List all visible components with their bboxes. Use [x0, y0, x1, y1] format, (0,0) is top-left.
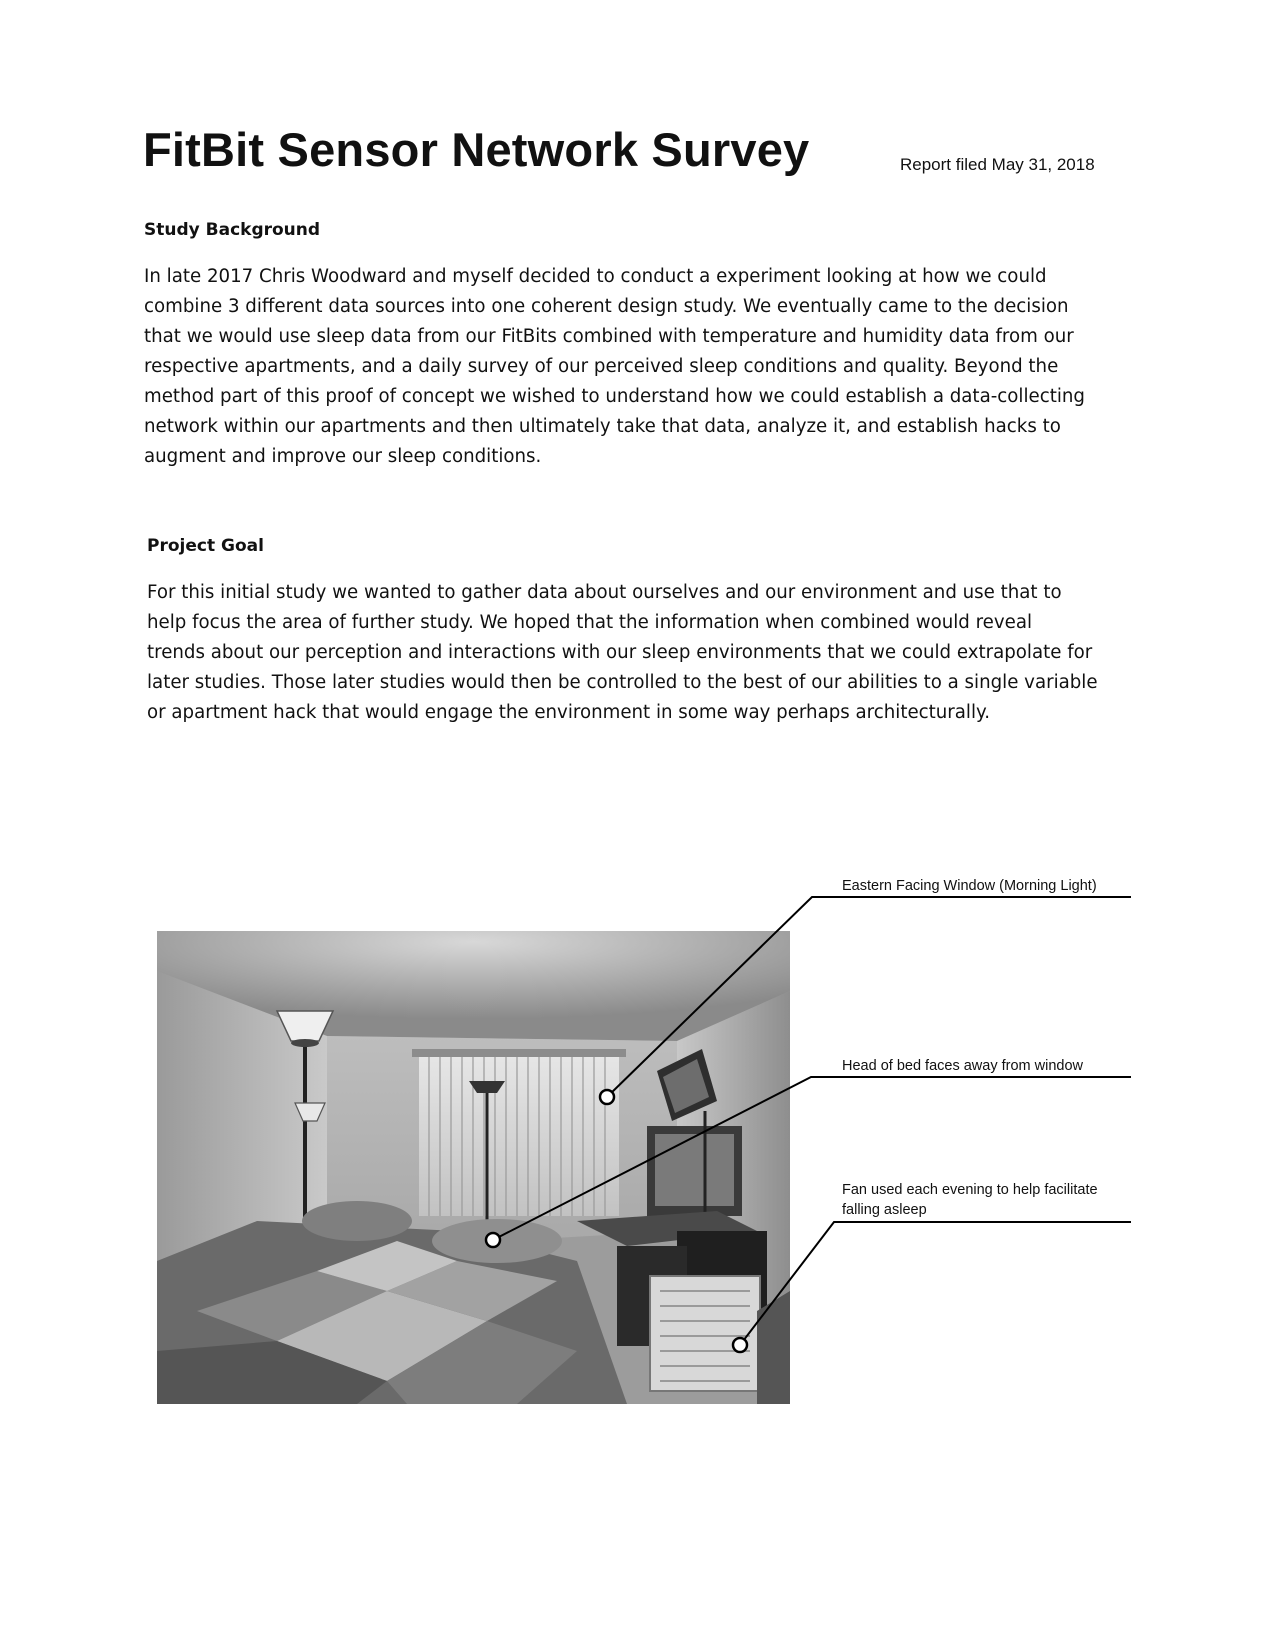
callout-text: Fan used each evening to help facilitate — [842, 1182, 1098, 1198]
paragraph-line: help focus the area of further study. We hoped that the information when combined would reveal — [147, 612, 1033, 633]
callout-window-label — [842, 876, 1097, 896]
paragraph-line: augment and improve our sleep conditions. — [144, 446, 542, 467]
page-title: FitBit Sensor Network Survey — [143, 123, 810, 176]
bedroom-photo-illustration — [157, 931, 790, 1404]
paragraph-line: combine 3 different data sources into one coherent design study. We eventually came to the decision — [144, 296, 1069, 317]
paragraph-line: In late 2017 Chris Woodward and myself decided to conduct a experiment looking at how we could — [144, 266, 1047, 287]
section-heading-study-background: Study Background — [144, 220, 321, 240]
callout-bed-label — [842, 1056, 1083, 1076]
paragraph-line: respective apartments, and a daily survey of our perceived sleep conditions and quality. Beyond the — [144, 356, 1059, 377]
project-goal-paragraph — [147, 578, 1137, 728]
paragraph-line: that we would use sleep data from our FitBits combined with temperature and humidity data from our — [144, 326, 1074, 347]
section-heading-project-goal: Project Goal — [147, 536, 264, 556]
callout-fan-label — [842, 1180, 1098, 1220]
paragraph-line: For this initial study we wanted to gather data about ourselves and our environment and use that to — [147, 582, 1062, 603]
paragraph-line: later studies. Those later studies would then be controlled to the best of our abilities to a single variable — [147, 672, 1098, 693]
paragraph-line: trends about our perception and interactions with our sleep environments that we could extrapolate for — [147, 642, 1093, 663]
callout-leader-fan — [740, 1222, 1131, 1345]
bedroom-photo — [157, 931, 790, 1404]
paragraph-line: network within our apartments and then ultimately take that data, analyze it, and establish hacks to — [144, 416, 1061, 437]
callout-text: Eastern Facing Window (Morning Light) — [842, 878, 1097, 894]
study-background-paragraph — [144, 262, 1134, 472]
paragraph-line: method part of this proof of concept we wished to understand how we could establish a data-collecting — [144, 386, 1085, 407]
report-filed-date: Report filed May 31, 2018 — [900, 155, 1095, 174]
paragraph-line: or apartment hack that would engage the environment in some way perhaps architecturally. — [147, 702, 990, 723]
callout-text: falling asleep — [842, 1202, 927, 1218]
callout-text: Head of bed faces away from window — [842, 1058, 1083, 1074]
